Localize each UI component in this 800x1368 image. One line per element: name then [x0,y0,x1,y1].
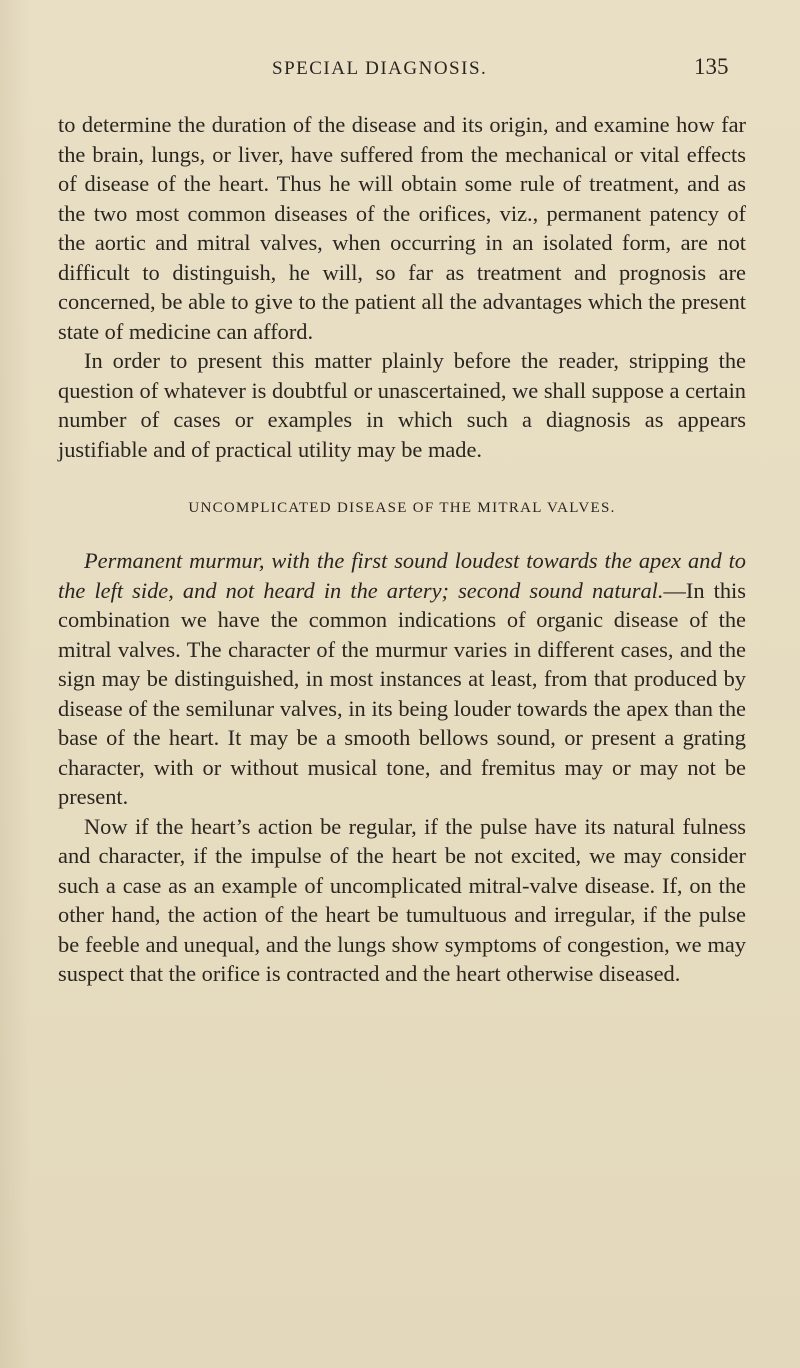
page-body [58,110,746,989]
paragraph-intro: In order to present this matter plainly before the reader, stripping the question of whatever is doubtful or unascertained, we shall suppose a certain number of cases or examples in which such a diagnosis as appears justifiable and of practical utility may be made. [58,348,746,462]
page-number: 135 [694,54,729,79]
paragraph-mitral-murmur-text: —In this combination we have the common indications of organic disease of the mitral valves. The character of the murmur varies in different cases, and the sign may be distinguished, in most instances at least, from that produced by disease of the semilunar valves, in its being louder towards the apex than the base of the heart. It may be a smooth bellows sound, or present a grating character, with or without musical tone, and fremitus may or may not be present. [58,577,746,809]
paragraph-continuation: to determine the duration of the disease and its origin, and examine how far the brain, lungs, or liver, have suffered from the mechanical or vital effects of disease of the heart. Thus he will obtain some rule of treatment, and as the two most common diseases of the orifices, viz., permanent patency of the aortic and mitral valves, when occurring in an isolated form, are not difficult to distinguish, he will, so far as treatment and prognosis are concerned, be able to give to the patient all the advantages which the present state of medicine can afford. [58,112,746,344]
paragraph-uncomplicated: Now if the heart’s action be regular, if the pulse have its natural fulness and character, if the impulse of the heart be not excited, we may consider such a case as an example of uncomplicated mitral-valve disease. If, on the other hand, the action of the heart be tumultuous and irregular, if the pulse be feeble and unequal, and the lungs show symptoms of congestion, we may suspect that the orifice is contracted and the heart otherwise diseased. [58,813,746,986]
section-heading: UNCOMPLICATED DISEASE OF THE MITRAL VALVES. [188,500,616,516]
paragraph-mitral-murmur [58,546,746,812]
running-header: SPECIAL DIAGNOSIS. [272,58,488,79]
italic-lead-in: Permanent murmur, with the first sound loudest towards the apex and to the left side, and not heard in the artery; second sound natural. [58,548,746,603]
